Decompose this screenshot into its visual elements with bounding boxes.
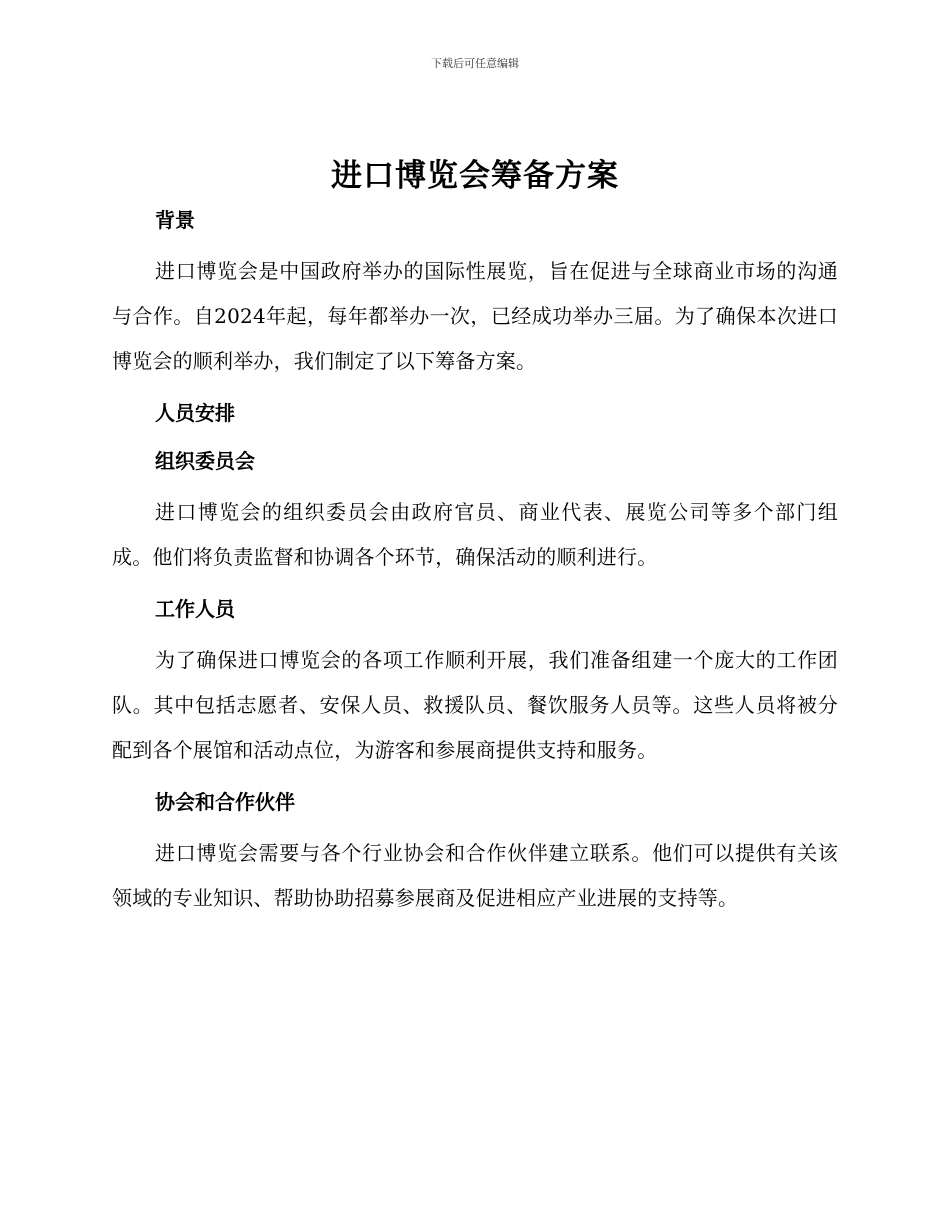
section-heading-staff: 工作人员 [155, 597, 235, 621]
section-heading-associations-partners: 协会和合作伙伴 [155, 790, 295, 814]
header-note: 下载后可任意编辑 [431, 57, 519, 70]
section-heading-background: 背景 [155, 208, 195, 232]
paragraph-associations-partners: 进口博览会需要与各个行业协会和合作伙伴建立联系。他们可以提供有关该领域的专业知识、帮助协助招募参展商及促进相应产业进展的支持等。 [112, 841, 838, 910]
document-title: 进口博览会筹备方案 [331, 158, 619, 194]
section-heading-organizing-committee: 组织委员会 [155, 449, 255, 473]
section-heading-staffing: 人员安排 [155, 401, 235, 425]
paragraph-staff: 为了确保进口博览会的各项工作顺利开展，我们准备组建一个庞大的工作团队。其中包括志愿者、安保人员、救援队员、餐饮服务人员等。这些人员将被分配到各个展馆和活动点位，为游客和参展商提供支持和服务。 [112, 648, 838, 762]
paragraph-background: 进口博览会是中国政府举办的国际性展览，旨在促进与全球商业市场的沟通与合作。自2024年起，每年都举办一次，已经成功举办三届。为了确保本次进口博览会的顺利举办，我们制定了以下筹备方案。 [112, 259, 838, 373]
document-body [112, 196, 838, 926]
paragraph-organizing-committee: 进口博览会的组织委员会由政府官员、商业代表、展览公司等多个部门组成。他们将负责监督和协调各个环节，确保活动的顺利进行。 [112, 500, 838, 569]
